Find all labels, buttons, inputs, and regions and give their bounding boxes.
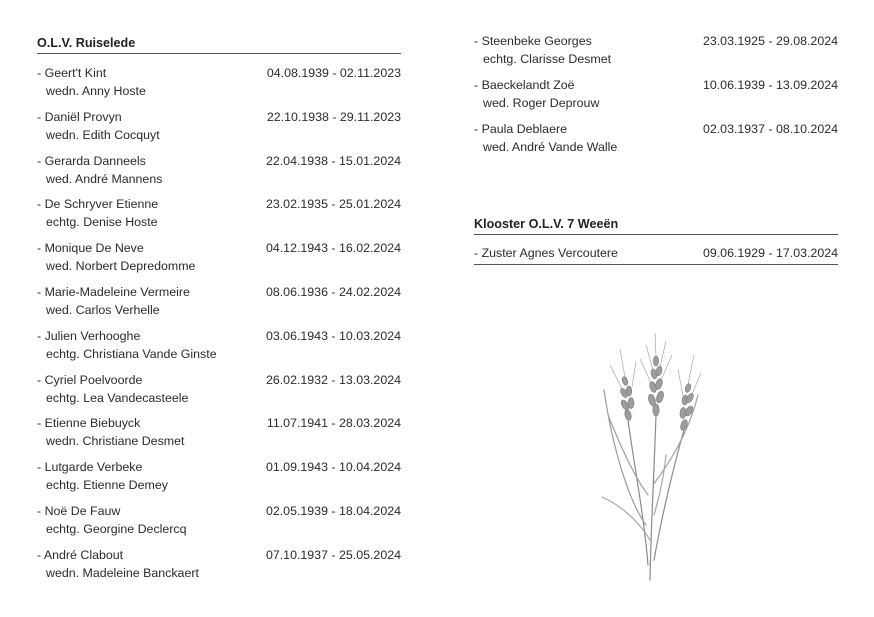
life-dates: 26.02.1932 - 13.03.2024	[265, 372, 401, 387]
deceased-list-ruiselede	[37, 66, 401, 592]
person-name: - Cyriel Poelvoorde	[37, 372, 143, 387]
section-heading-klooster: Klooster O.L.V. 7 Weeën	[474, 217, 838, 235]
list-item	[37, 154, 401, 198]
life-dates: 04.12.1943 - 16.02.2024	[265, 241, 401, 256]
partner-name: wed. Norbert Depredomme	[46, 259, 196, 274]
person-name: - Paula Deblaere	[474, 121, 567, 136]
life-dates: 11.07.1941 - 28.03.2024	[266, 416, 401, 431]
list-item	[37, 416, 401, 460]
life-dates: 23.02.1935 - 25.01.2024	[265, 197, 401, 212]
divider	[474, 264, 838, 265]
person-name: - Lutgarde Verbeke	[37, 460, 143, 475]
life-dates: 03.06.1943 - 10.03.2024	[265, 328, 401, 343]
list-item	[37, 548, 401, 592]
life-dates: 01.09.1943 - 10.04.2024	[265, 460, 401, 475]
person-name: - Marie-Madeleine Vermeire	[37, 284, 190, 299]
partner-name: echtg. Christiana Vande Ginste	[46, 346, 217, 361]
wheat-stem	[654, 430, 684, 560]
list-item	[37, 504, 401, 548]
list-item	[37, 110, 401, 154]
person-name: - Etienne Biebuyck	[37, 416, 141, 431]
life-dates: 23.03.1925 - 29.08.2024	[702, 34, 838, 48]
life-dates: 09.06.1929 - 17.03.2024	[702, 246, 838, 261]
person-name: - De Schryver Etienne	[37, 197, 159, 212]
life-dates: 08.06.1936 - 24.02.2024	[265, 284, 401, 299]
life-dates: 02.03.1937 - 08.10.2024	[702, 121, 838, 136]
partner-name: wed. André Vande Walle	[483, 139, 618, 154]
life-dates: 04.08.1939 - 02.11.2023	[266, 66, 401, 80]
list-item	[37, 66, 401, 110]
partner-name: echtg. Denise Hoste	[46, 215, 158, 230]
person-name: - Zuster Agnes Vercoutere	[474, 246, 618, 261]
list-item	[37, 460, 401, 504]
wheat-stem	[628, 420, 648, 565]
life-dates: 02.05.1939 - 18.04.2024	[265, 503, 401, 518]
person-name: - Noë De Fauw	[37, 503, 121, 518]
person-name: - Steenbeke Georges	[474, 34, 592, 48]
partner-name: wed. Carlos Verhelle	[46, 302, 160, 317]
list-item	[37, 373, 401, 417]
list-item	[474, 246, 838, 264]
person-name: - Baeckelandt Zoë	[474, 77, 575, 92]
klooster-section	[474, 217, 838, 265]
right-column	[474, 0, 838, 265]
list-item	[474, 34, 838, 78]
partner-name: wedn. Edith Cocquyt	[46, 127, 160, 142]
partner-name: echtg. Clarisse Desmet	[483, 52, 612, 66]
person-name: - Geert't Kint	[37, 66, 107, 80]
list-item	[37, 285, 401, 329]
person-name: - André Clabout	[37, 547, 124, 562]
life-dates: 22.04.1938 - 15.01.2024	[265, 153, 401, 168]
person-name: - Gerarda Danneels	[37, 153, 146, 168]
partner-name: wed. André Mannens	[46, 171, 163, 186]
partner-name: wedn. Madeleine Banckaert	[46, 565, 199, 580]
life-dates: 07.10.1937 - 25.05.2024	[265, 547, 401, 562]
partner-name: wedn. Anny Hoste	[46, 84, 146, 98]
person-name: - Monique De Neve	[37, 241, 144, 256]
section-heading-ruiselede: O.L.V. Ruiselede	[37, 36, 401, 54]
deceased-list-klooster	[474, 246, 838, 264]
life-dates: 22.10.1938 - 29.11.2023	[266, 109, 401, 124]
list-item	[37, 329, 401, 373]
list-item	[37, 241, 401, 285]
partner-name: echtg. Georgine Declercq	[46, 521, 187, 536]
left-column	[37, 0, 401, 592]
deceased-list-ruiselede-continued	[474, 34, 838, 165]
person-name: - Daniël Provyn	[37, 109, 122, 124]
person-name: - Julien Verhooghe	[37, 328, 141, 343]
partner-name: echtg. Etienne Demey	[46, 478, 168, 493]
partner-name: echtg. Lea Vandecasteele	[46, 390, 189, 405]
list-item	[474, 122, 838, 166]
list-item	[37, 197, 401, 241]
partner-name: wedn. Christiane Desmet	[46, 434, 185, 449]
partner-name: wed. Roger Deprouw	[483, 95, 600, 110]
life-dates: 10.06.1939 - 13.09.2024	[702, 77, 838, 92]
list-item	[474, 78, 838, 122]
wheat-ears-icon	[598, 325, 702, 581]
